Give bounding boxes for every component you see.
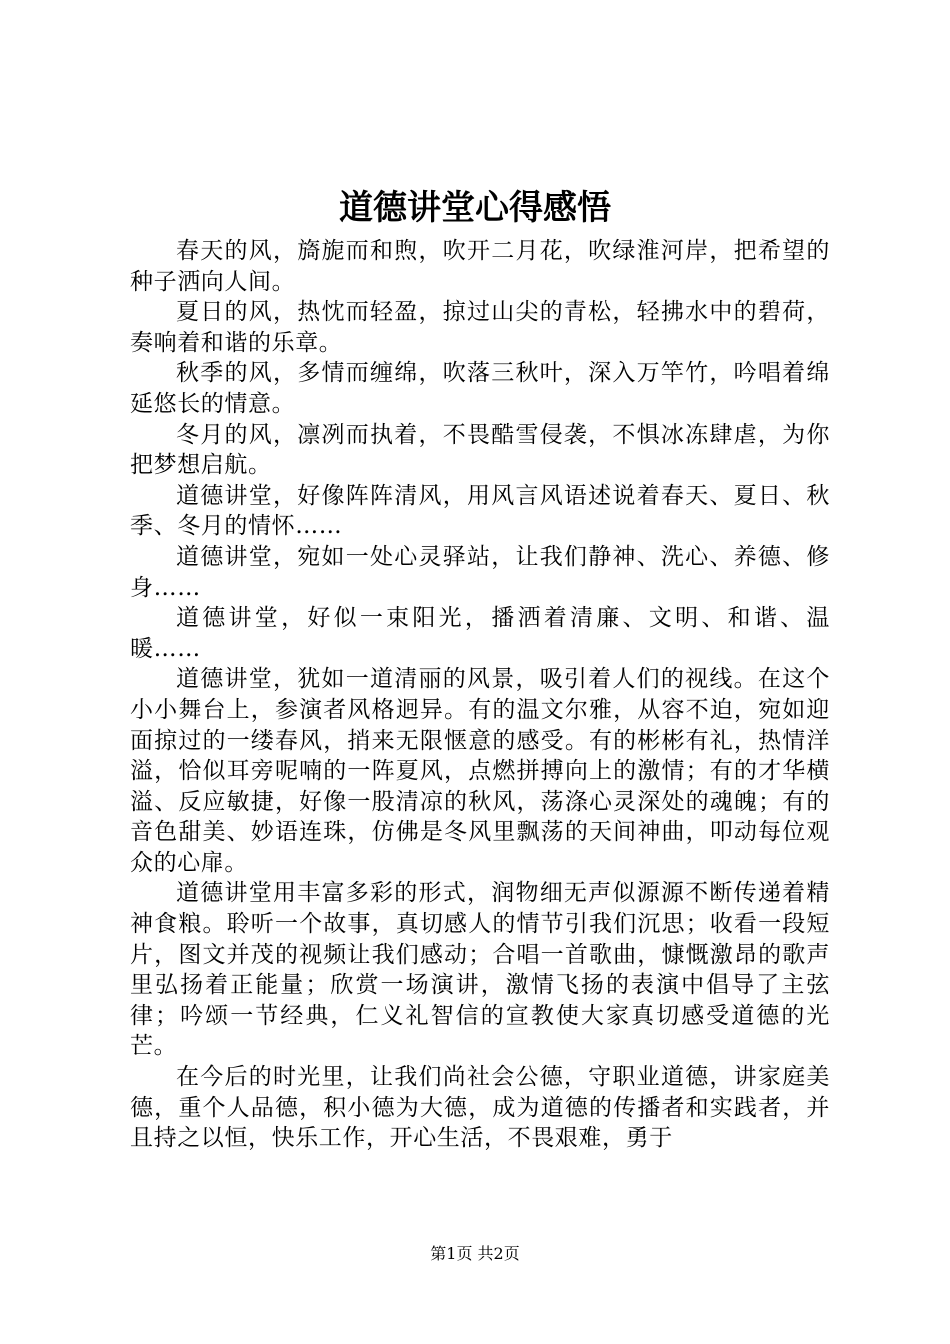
- paragraph-forms: 道德讲堂用丰富多彩的形式，润物细无声似源源不断传递着精神食粮。聆听一个故事，真切感人的情节引我们沉思；收看一段短片，图文并茂的视频让我们感动；合唱一首歌曲，慷慨激昂的歌声里弘扬着正能量；欣赏一场演讲，激情飞扬的表演中倡导了主弦律；吟颂一节经典，仁义礼智信的宣教使大家真切感受道德的光芒。: [130, 880, 830, 1060]
- paragraph-spring: 春天的风，旖旎而和煦，吹开二月花，吹绿淮河岸，把希望的种子洒向人间。: [130, 238, 830, 295]
- paragraph-future: 在今后的时光里，让我们尚社会公德，守职业道德，讲家庭美德，重个人品德，积小德为大德，成为道德的传播者和实践者，并且持之以恒，快乐工作，开心生活，不畏艰难，勇于: [130, 1064, 830, 1152]
- paragraph-winter: 冬月的风，凛冽而执着，不畏酷雪侵袭，不惧冰冻肆虐，为你把梦想启航。: [130, 421, 830, 479]
- paragraph-station: 道德讲堂，宛如一处心灵驿站，让我们静神、洗心、养德、修身……: [130, 543, 830, 601]
- paragraph-scenery: 道德讲堂，犹如一道清丽的风景，吸引着人们的视线。在这个小小舞台上，参演者风格迥异。有的温文尔雅，从容不迫，宛如迎面掠过的一缕春风，捎来无限惬意的感受。有的彬彬有礼，热情洋溢，恰似耳旁呢喃的一阵夏风，点燃拼搏向上的激情；有的才华横溢、反应敏捷，好像一股清凉的秋风，荡涤心灵深处的魂魄；有的音色甜美、妙语连珠，仿佛是冬风里飘荡的天间神曲，叩动每位观众的心扉。: [130, 666, 830, 876]
- document-body: [130, 236, 830, 1154]
- page-number-footer: 第1页 共2页: [430, 1244, 520, 1263]
- paragraph-autumn: 秋季的风，多情而缠绵，吹落三秋叶，深入万竿竹，吟唱着绵延悠长的情意。: [130, 360, 830, 417]
- paragraph-summer: 夏日的风，热忱而轻盈，掠过山尖的青松，轻拂水中的碧荷，奏响着和谐的乐章。: [130, 299, 830, 356]
- paragraph-sunshine: 道德讲堂，好似一束阳光，播洒着清廉、文明、和谐、温暖……: [130, 605, 830, 662]
- document-title: 道德讲堂心得感悟: [339, 188, 611, 228]
- paragraph-breeze: 道德讲堂，好像阵阵清风，用风言风语述说着春天、夏日、秋季、冬月的情怀……: [130, 482, 830, 540]
